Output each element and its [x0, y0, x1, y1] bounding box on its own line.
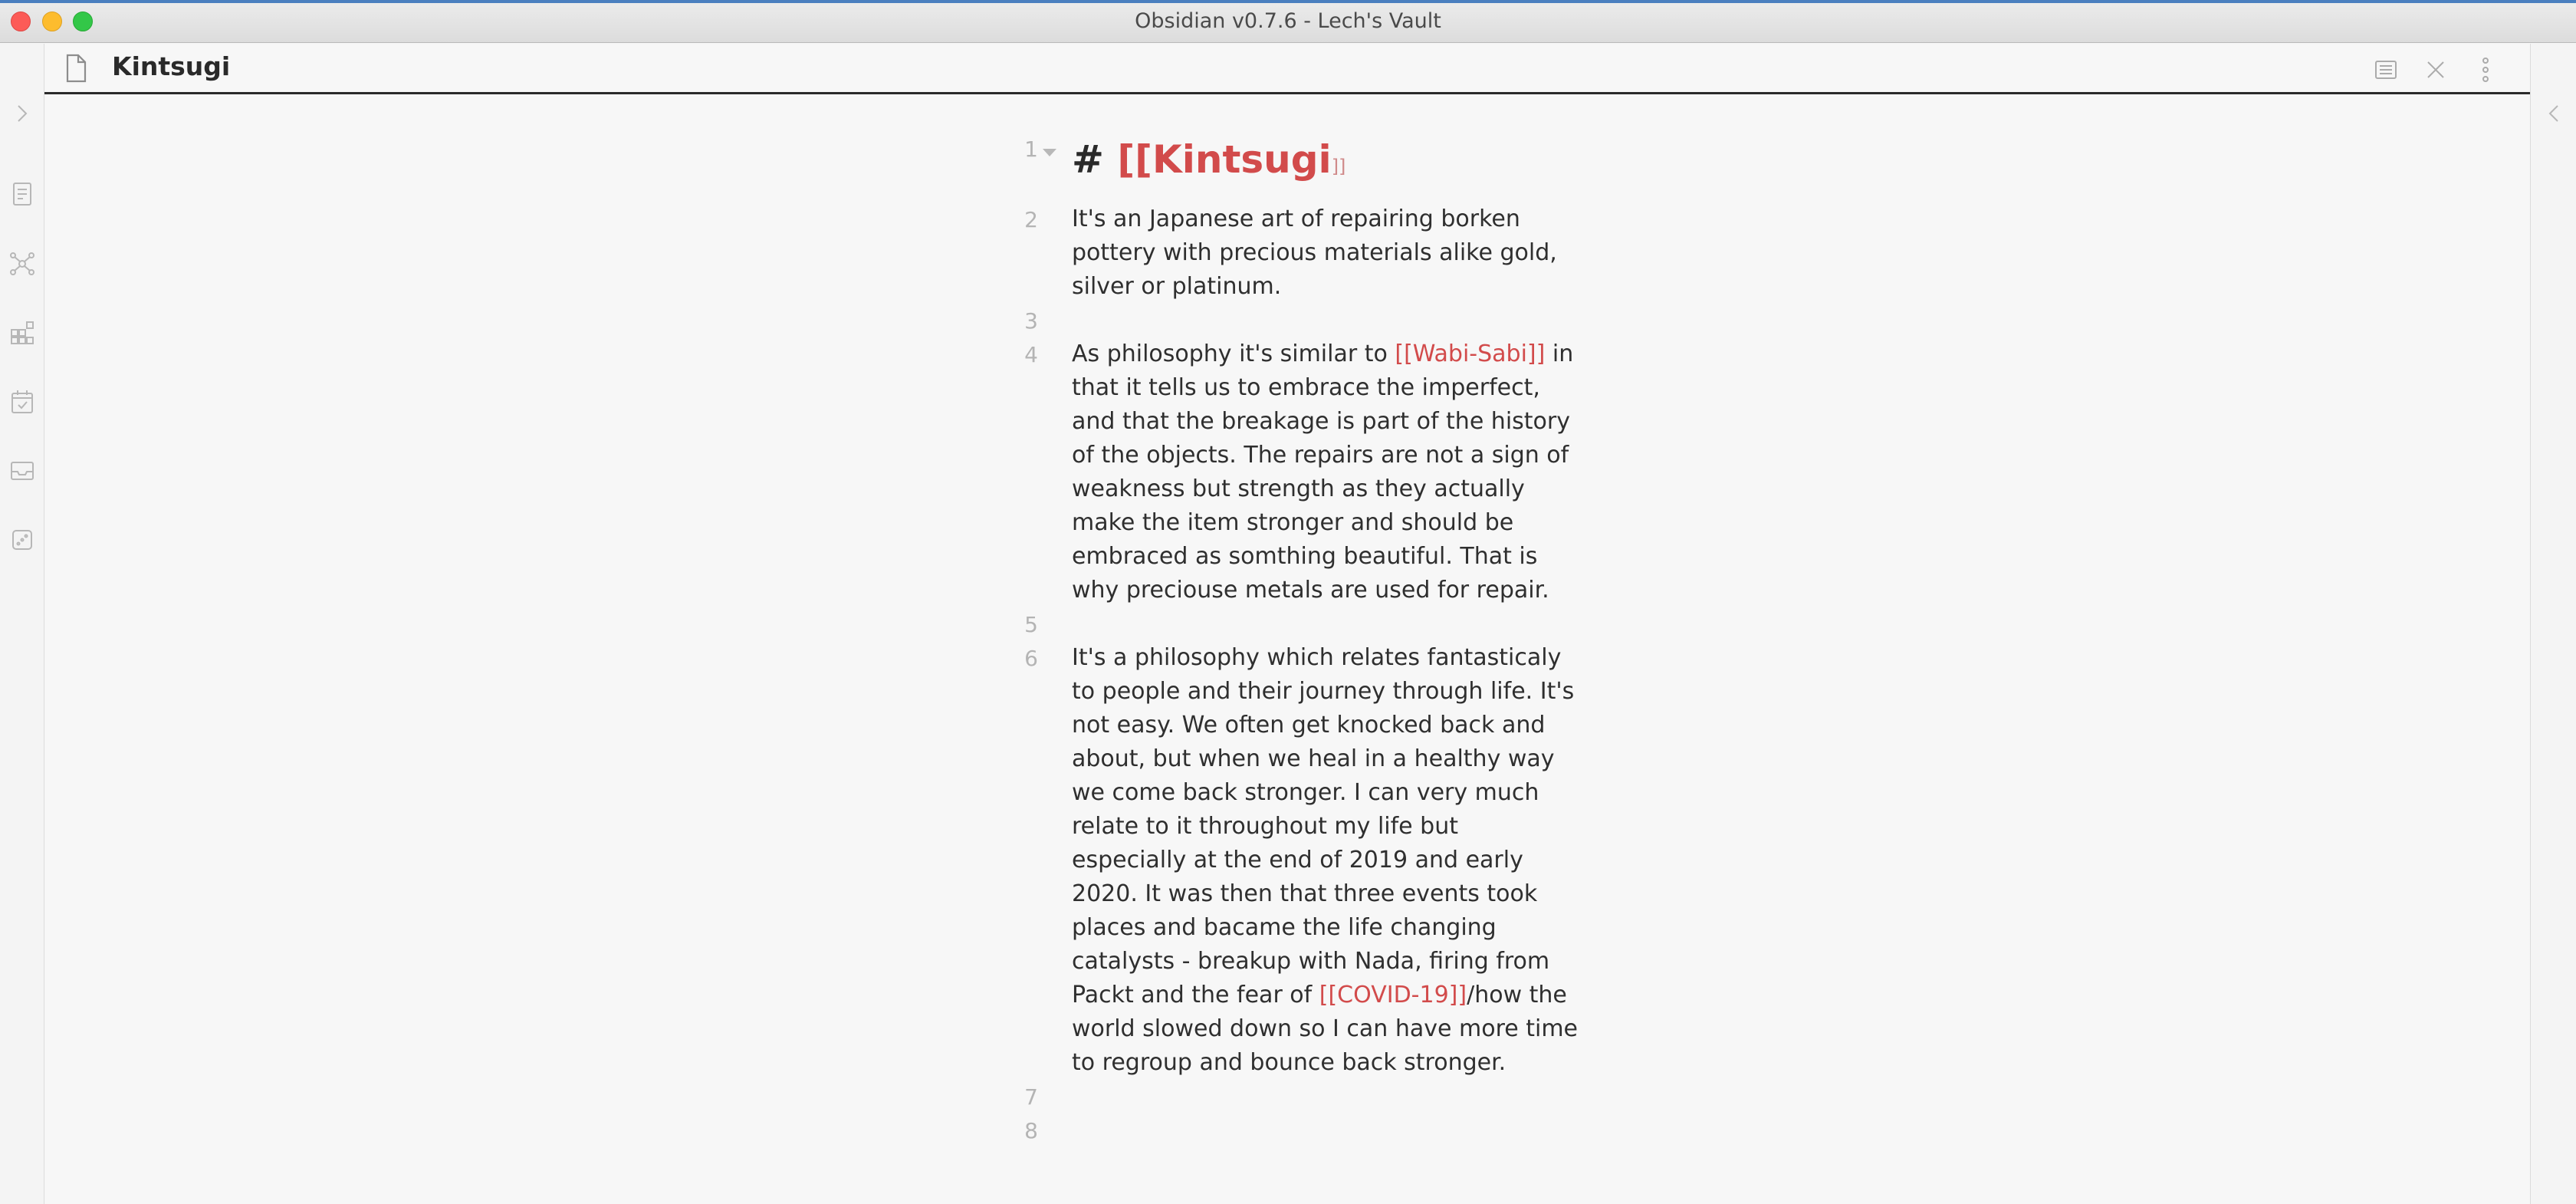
heading-link-text[interactable]: Kintsugi [1152, 137, 1332, 182]
empty-line [1072, 1080, 1578, 1114]
preview-toggle-icon[interactable] [2371, 54, 2401, 85]
line-number-7: 7 [1024, 1084, 1038, 1110]
editor-line-7 [974, 1080, 1587, 1114]
graph-view-icon[interactable] [8, 249, 37, 278]
paragraph-1: It's an Japanese art of repairing borken pottery with precious materials alike gold, silver or platinum. [1072, 206, 1557, 300]
plugin-grid-icon[interactable] [8, 318, 37, 347]
daily-note-icon[interactable] [8, 387, 37, 416]
paragraph-3-text-after: /how the world slowed down so I can have more time to regroup and bounce back stronger. [1072, 982, 1579, 1076]
line-number-4: 4 [1024, 342, 1038, 367]
left-ribbon [0, 44, 44, 1204]
line-number-3: 3 [1024, 308, 1038, 334]
editor-line-3 [974, 304, 1587, 337]
more-options-icon[interactable] [2470, 54, 2501, 85]
paragraph-2 [1072, 337, 1578, 607]
paragraph-2-text: As philosophy it's similar to [1072, 340, 1395, 367]
titlebar-accent-line [0, 0, 2576, 3]
pane-header [44, 44, 2530, 94]
file-icon [61, 53, 90, 84]
line-number-8: 8 [1024, 1118, 1038, 1143]
inbox-icon[interactable] [8, 456, 37, 485]
quick-switcher-icon[interactable] [8, 179, 37, 209]
heading-1 [1072, 132, 1578, 194]
editor-line-4 [974, 337, 1587, 607]
paragraph-3 [1072, 641, 1578, 1080]
heading-hash: # [1072, 137, 1118, 182]
empty-line [1072, 607, 1578, 641]
random-note-icon[interactable] [8, 525, 37, 554]
editor-line-8 [974, 1114, 1587, 1147]
close-icon[interactable] [2420, 54, 2451, 85]
window-titlebar [0, 0, 2576, 43]
wabi-sabi-link[interactable]: [[Wabi-Sabi]] [1395, 340, 1546, 367]
heading-link-close: ]] [1331, 156, 1346, 177]
right-ribbon [2530, 44, 2576, 1204]
collapse-chevron-icon[interactable] [2539, 99, 2568, 128]
paragraph-3-text: It's a philosophy which relates fantasticaly to people and their journey through life. It's not easy. We often get knocked back and about, but when we heal in a healthy way we come back stronger. I can very much relate to it throughout my life but especially at the end of 2019 and early 2020. It was then that three events took places and bacame the life changing catalysts - breakup with Nada, firing from Packt and the fear of [1072, 644, 1575, 1008]
line-number-6: 6 [1024, 646, 1038, 671]
empty-line [1072, 304, 1578, 337]
heading-row [974, 132, 1587, 194]
editor-line-2 [974, 202, 1587, 304]
window-title: Obsidian v0.7.6 - Lech's Vault [1135, 9, 1441, 33]
line-number-5: 5 [1024, 612, 1038, 637]
fold-chevron-icon[interactable] [1043, 149, 1056, 156]
empty-line[interactable] [1072, 1114, 1578, 1147]
paragraph-2-text-after: in that it tells us to embrace the imperfect, and that the breakage is part of the history of the objects. The repairs are not a sign of weakness but strength as they actually make the item stronger and should be embraced as somthing beautiful. That is why preciouse metals are used for repair. [1072, 340, 1574, 604]
line-number-2: 2 [1024, 207, 1038, 232]
heading-link-open: [[ [1117, 137, 1153, 182]
pane-title[interactable]: Kintsugi [112, 51, 231, 81]
editor-line-6 [974, 641, 1587, 1080]
body-lines [974, 202, 1587, 1147]
expand-chevron-icon[interactable] [8, 99, 37, 128]
editor-line-5 [974, 607, 1587, 641]
covid-19-link[interactable]: [[COVID-19]] [1319, 982, 1467, 1008]
line-number-1: 1 [1024, 137, 1038, 162]
